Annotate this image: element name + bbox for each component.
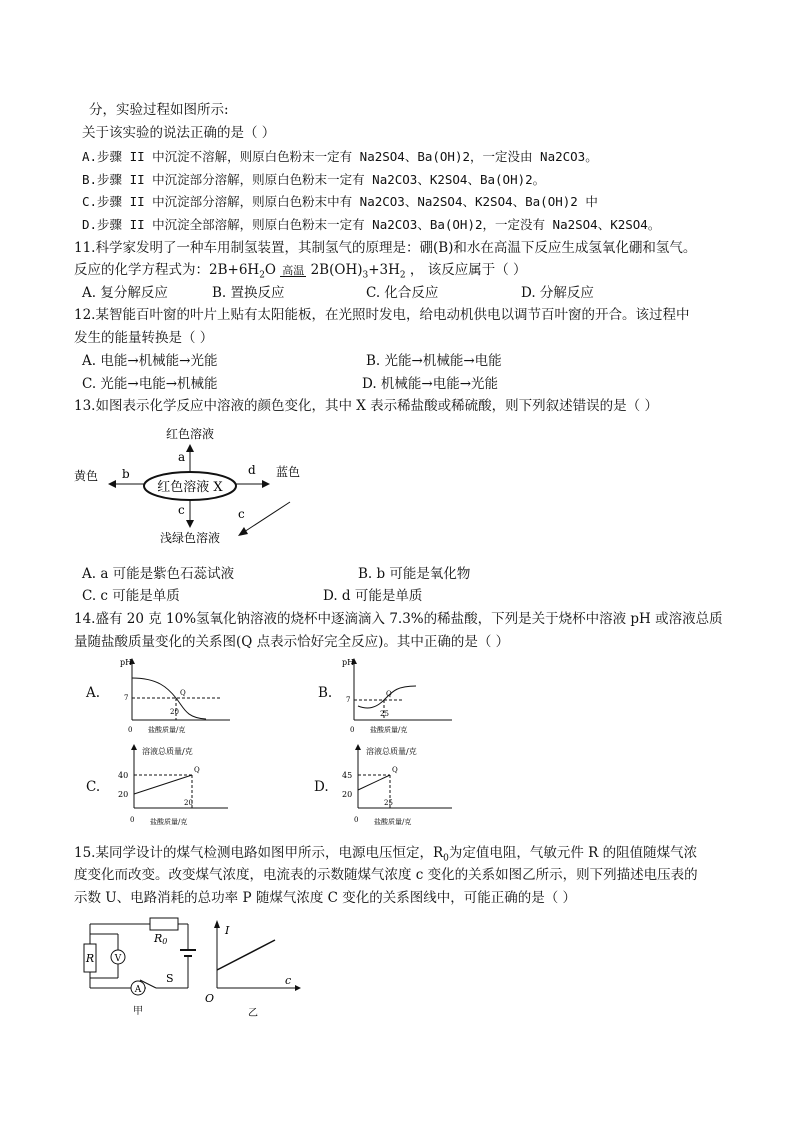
q12-option-b: B. 光能→机械能→电能 <box>366 353 502 369</box>
arrow-c2-head <box>238 527 248 536</box>
graph-b-y7: 7 <box>346 696 351 704</box>
q14-option-c: C. <box>86 779 101 795</box>
graph-c-xtick: 20 <box>184 799 193 807</box>
q14-graph-a <box>118 656 238 736</box>
graph-d-x0: 0 <box>354 816 359 824</box>
q11-line1: 11.科学家发明了一种车用制氢装置，其制氢气的原理是：硼(B)和水在高温下反应生成氢氧化硼和氢气。 <box>74 240 697 256</box>
circuit-caption: 甲 <box>133 1006 143 1017</box>
q15-line2: 度变化而改变。改变煤气浓度，电流表的示数随煤气浓度 c 变化的关系如图乙所示，则下列描述电压表的 <box>74 867 698 883</box>
graph-c-q: Q <box>194 766 200 774</box>
label-right: 蓝色 <box>276 465 301 479</box>
arrow-c-head <box>186 520 194 528</box>
q14-option-b: B. <box>318 685 333 701</box>
q15-circuit-diagram <box>80 914 200 1020</box>
resistor-r0 <box>150 918 178 930</box>
arrow-c2 <box>244 502 290 532</box>
graph-origin: O <box>205 992 215 1005</box>
label-d: d <box>248 463 256 477</box>
graph-d-xtick: 25 <box>384 799 393 807</box>
graph-c-ylabel: 溶液总质量/克 <box>142 747 193 756</box>
q11-option-c: C. 化合反应 <box>366 285 439 301</box>
label-a: a <box>178 450 186 464</box>
q10-option-a: A.步骤 II 中沉淀不溶解，则原白色粉末一定有 Na2SO4、Ba(OH)2，一定没由 Na2CO3。 <box>82 149 598 164</box>
graph-a-q: Q <box>180 689 186 697</box>
graph-ylabel: I <box>225 924 230 937</box>
q14-line1: 14.盛有 20 克 10%氢氧化钠溶液的烧杯中逐滴滴入 7.3%的稀盐酸，下列是关于烧杯中溶液 pH 或溶液总质 <box>74 611 723 627</box>
q15-line3: 示数 U、电路消耗的总功率 P 随煤气浓度 C 变化的关系图线中，可能正确的是（ ） <box>74 890 577 906</box>
q10-option-c: C.步骤 II 中沉淀部分溶解，则原白色粉末中有 Na2CO3、Na2SO4、K2SO4、Ba(OH)2 中 <box>82 194 598 209</box>
label-b: b <box>122 467 130 481</box>
q14-line2: 量随盐酸质量变化的关系图(Q 点表示恰好完全反应)。其中正确的是（ ） <box>74 634 510 650</box>
q14-option-a: A. <box>86 685 101 701</box>
q12-option-a: A. 电能→机械能→光能 <box>82 353 218 369</box>
q10-option-b: B.步骤 II 中沉淀部分溶解，则原白色粉末一定有 Na2CO3、K2SO4、Ba(OH)2。 <box>82 172 546 187</box>
graph-b-ylabel: pH <box>342 658 355 667</box>
q12-line2: 发生的能量转换是（ ） <box>74 330 214 346</box>
graph-c-ybot: 20 <box>118 790 129 799</box>
center-label: 红色溶液 X <box>157 480 223 495</box>
q13-option-a: A. a 可能是紫色石蕊试液 <box>82 566 235 582</box>
q14-graph-d <box>340 742 460 828</box>
arrow-a-head <box>186 444 194 452</box>
graph-d-q: Q <box>392 766 398 774</box>
graph-c-xlabel: 盐酸质量/克 <box>150 818 188 826</box>
graph-a-xtick: 20 <box>170 708 179 716</box>
label-v: V <box>114 954 122 964</box>
current-line <box>217 940 275 970</box>
q11-option-d: D. 分解反应 <box>521 285 594 301</box>
label-bottom: 浅绿色溶液 <box>159 531 221 545</box>
label-left: 黄色 <box>74 469 99 483</box>
q13-color-diagram <box>70 420 320 550</box>
q12-line1: 12.某智能百叶窗的叶片上贴有太阳能板，在光照时发电，给电动机供电以调节百叶窗的开合。该过程中 <box>74 307 690 323</box>
graph-b-xlabel: 盐酸质量/克 <box>370 726 408 734</box>
label-r: R <box>85 952 95 965</box>
arrow-b-head <box>108 480 116 488</box>
graph-d-ylabel: 溶液总质量/克 <box>366 747 417 756</box>
label-s: S <box>166 972 174 985</box>
reaction-condition: 高温 <box>282 264 305 277</box>
q13-option-b: B. b 可能是氧化物 <box>358 566 471 582</box>
graph-a-y7: 7 <box>124 694 129 702</box>
q10-option-d: D.步骤 II 中沉淀全部溶解，则原白色粉末一定有 Na2CO3、Ba(OH)2，一定没有 Na2SO4、K2SO4。 <box>82 217 661 232</box>
graph-c-ytop: 40 <box>118 771 129 780</box>
q12-option-c: C. 光能→电能→机械能 <box>82 376 218 392</box>
graph-a-xlabel: 盐酸质量/克 <box>148 726 186 734</box>
label-c2: c <box>238 507 245 521</box>
q15-current-graph <box>203 916 303 1020</box>
graph-b-q: Q <box>386 690 392 698</box>
label-c: c <box>178 503 185 517</box>
q14-graph-c <box>116 742 236 828</box>
graph-b-xtick: 25 <box>380 710 389 718</box>
q15-line1: 15.某同学设计的煤气检测电路如图甲所示，电源电压恒定，$R_0$为定值电阻，气敏元件 R 的阻值随煤气浓 <box>74 845 698 864</box>
q11-option-a: A. 复分解反应 <box>82 285 168 301</box>
graph-d-xlabel: 盐酸质量/克 <box>374 818 412 826</box>
label-a: A <box>134 985 142 995</box>
q12-option-d: D. 机械能→电能→光能 <box>362 376 499 392</box>
q14-graph-b <box>340 656 460 736</box>
q13-option-d: D. d 可能是单质 <box>323 588 423 604</box>
q11-equation: 反应的化学方程式为：$2B+6H_2O$ 高温 $2B(OH)_3+3H_2$ ， 该反应属于（ ） <box>74 262 527 281</box>
graph-d-ybot: 20 <box>342 790 353 799</box>
graph-xlabel: c <box>285 974 292 987</box>
graph-c-x0: 0 <box>130 816 135 824</box>
q13-stem: 13.如图表示化学反应中溶液的颜色变化，其中 X 表示稀盐酸或稀硫酸，则下列叙述错误的是（ ） <box>74 398 658 414</box>
label-top: 红色溶液 <box>165 427 215 441</box>
graph-caption: 乙 <box>248 1008 258 1019</box>
q10-intro: 分，实验过程如图所示: <box>89 102 229 118</box>
graph-a-ylabel: pH <box>120 658 133 667</box>
q14-option-d: D. <box>314 779 329 795</box>
q10-stem: 关于该实验的说法正确的是（ ） <box>82 125 276 141</box>
graph-b-x0: 0 <box>350 726 355 734</box>
q13-option-c: C. c 可能是单质 <box>82 588 180 604</box>
label-r0: R0 <box>154 932 168 946</box>
q11-option-b: B. 置换反应 <box>212 285 285 301</box>
graph-a-x0: 0 <box>128 726 133 734</box>
arrow-d-head <box>262 480 270 488</box>
graph-d-ytop: 45 <box>342 771 353 780</box>
